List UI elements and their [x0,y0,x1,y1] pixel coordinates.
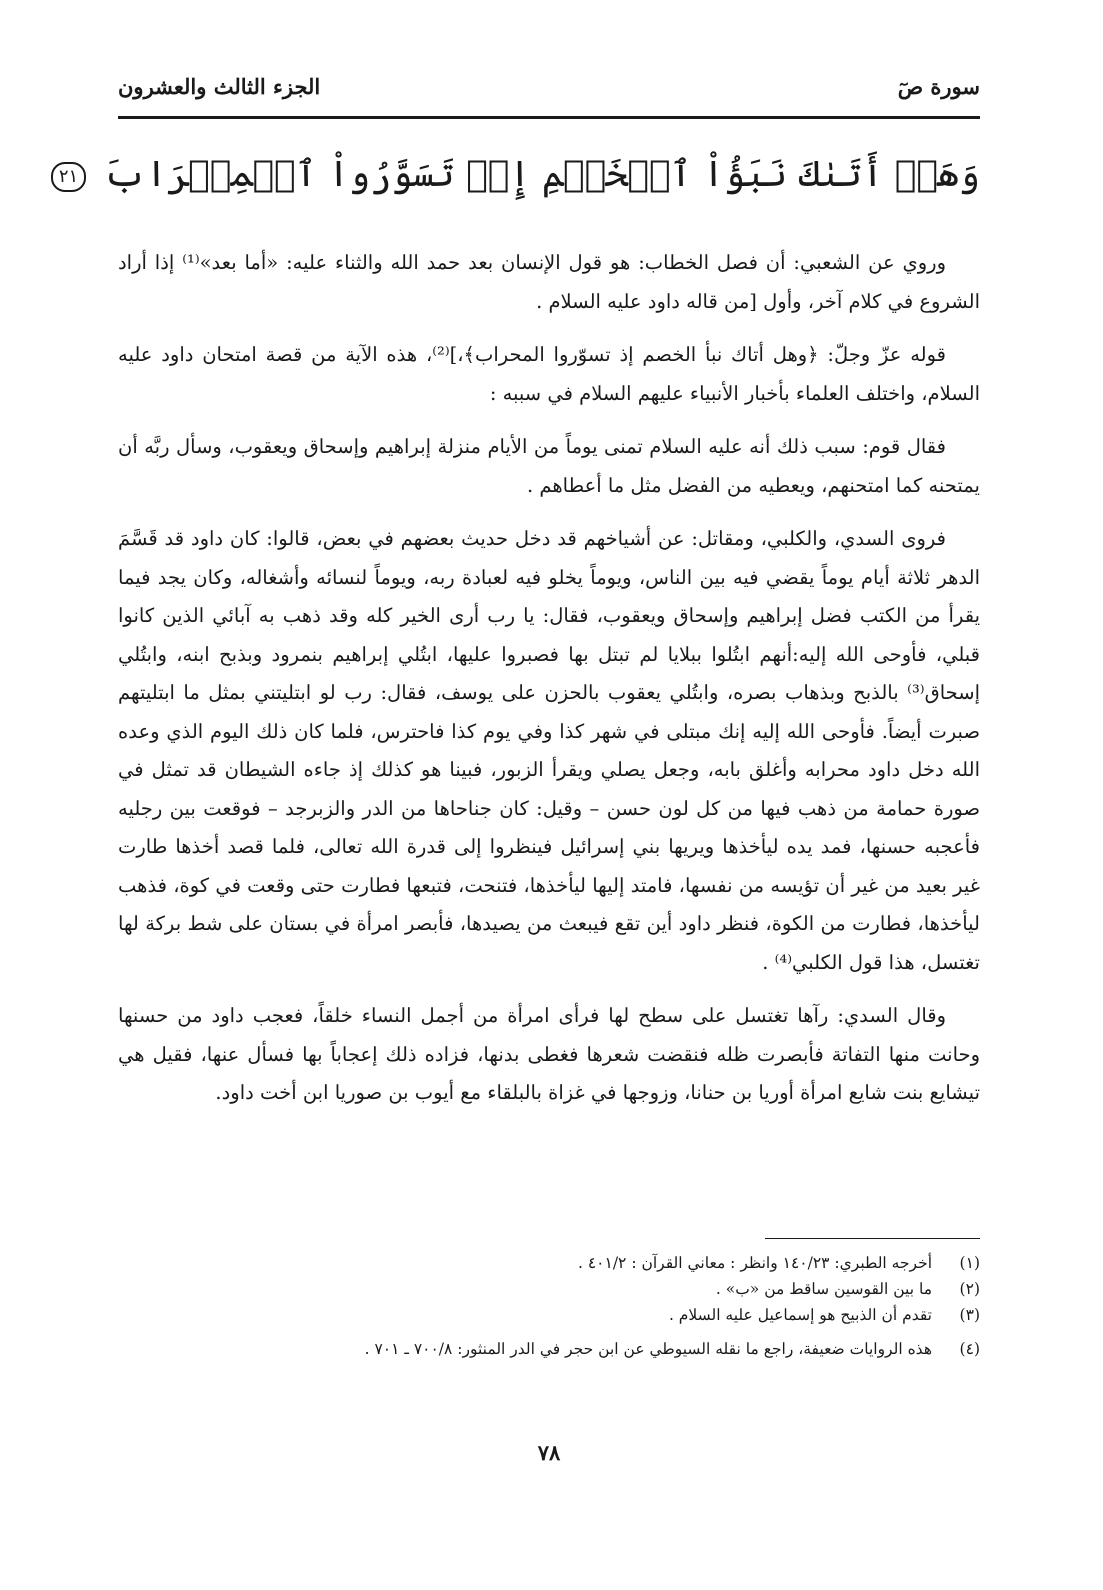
page-number: ٧٨ [537,1440,561,1465]
paragraph-5: وقال السدي: رآها تغتسل على سطح لها فرأى امرأة من أجمل النساء خلقاً، فعجب داود من حسنها وحانت منها التفاتة فأبصرت ظله فنقضت شعرها فغطى بدنها، فزاده ذلك إعجاباً بها فسأل عنها، فقيل هي تيشايع بنت شايع امرأة أوريا بن حنانا، وزوجها في غزاة بالبلقاء مع أيوب بن صوريا ابن أخت داود. [118,1004,980,1104]
footnote-text: تقدم أن الذبيح هو إسماعيل عليه السلام . [668,1306,932,1324]
footnote-rule [765,1238,980,1239]
footnote-number: (٢) [959,1280,980,1298]
footnote-number: (٤) [959,1340,980,1358]
quran-verse [58,140,980,210]
footnote-4 [118,1336,980,1362]
footnote-text: هذه الروايات ضعيفة، راجع ما نقله السيوطي عن ابن حجر في الدر المنثور: ٧٠٠/٨ ـ ٧٠١ . [364,1340,932,1358]
part-title: الجزء الثالث والعشرون [118,73,321,99]
header-rule [118,116,980,119]
footnote-2 [118,1276,980,1302]
paragraph-3: فقال قوم: سبب ذلك أنه عليه السلام تمنى يوماً من الأيام منزلة إبراهيم وإسحاق ويعقوب، وسأل ربَّه أن يمتحنه كما امتحنهم، ويعطيه من الفضل مثل ما أعطاهم . [118,435,980,497]
footnotes [118,1250,980,1362]
page-header [118,66,980,106]
footnote-number: (١) [959,1254,980,1272]
verse-number-marker: ٢١ [51,162,86,192]
footnote-text: أخرجه الطبري: ١٤٠/٢٣ وانظر : معاني القرآن : ٤٠١/٢ . [578,1254,932,1272]
footnote-1 [118,1250,980,1276]
surah-title: سورة صٓ [897,73,980,99]
paragraph-1: وروي عن الشعبي: أن فصل الخطاب: هو قول الإنسان بعد حمد الله والثناء عليه: «أما بعد»⁽¹⁾ إذا أراد الشروع في كلام آخر، وأول [من قاله داود عليه السلام . [118,251,980,313]
commentary-body [118,244,980,1128]
paragraph-2: قوله عزّ وجلّ: ﴿وهل أتاك نبأ الخصم إذ تسوّروا المحراب﴾،]⁽²⁾، هذه الآية من قصة امتحان داود عليه السلام، واختلف العلماء بأخبار الأنبياء عليهم السلام في سببه : [118,343,980,405]
paragraph-4: فروى السدي، والكلبي، ومقاتل: عن أشياخهم قد دخل حديث بعضهم في بعض، قالوا: كان داود قد قَسَّمَ الدهر ثلاثة أيام يوماً يقضي فيه بين الناس، ويوماً يخلو فيه لعبادة ربه، ويوماً لنسائه وأشغاله، وكان يجد فيما يقرأ من الكتب فضل إبراهيم وإسحاق ويعقوب، فقال: يا رب أرى الخير كله وقد ذهب به آبائي الذين كانوا قبلي، فأوحى الله إليه:أنهم ابتُلوا ببلايا لم تبتل بها فصبروا عليها، ابتُلي إبراهيم بنمرود وبذبح ابنه، وابتُلي إسحاق⁽³⁾ بالذبح وبذهاب بصره، وابتُلي يعقوب بالحزن على يوسف، فقال: رب لو ابتليتني بمثل ما ابتليتهم صبرت أيضاً. فأوحى الله إليه إنك مبتلى في شهر كذا وفي يوم كذا فاحترس، فلما كان ذلك اليوم الذي وعده الله دخل داود محرابه وأغلق بابه، وجعل يصلي ويقرأ الزبور، فبينا هو كذلك إذ جاءه الشيطان قد تمثل في صورة حمامة من ذهب فيها من كل لون حسن – وقيل: كان جناحاها من الدر والزبرجد – فوقعت بين رجليه فأعجبه حسنها، فمد يده ليأخذها ويريها بني إسرائيل فينظروا إلى قدرة الله تعالى، فلما قصد أخذها طارت غير بعيد من غير أن تؤيسه من نفسها، فامتد إليها ليأخذها، فتنحت، فتبعها فطارت حتى وقعت في كوة، فذهب ليأخذها، فطارت من الكوة، فنظر داود أين تقع فيبعث من يصيدها، فأبصر امرأة في بستان على شط بركة لها تغتسل، هذا قول الكلبي⁽⁴⁾ . [118,527,980,974]
verse-text: وَهَلۡ أَتَىٰكَ نَبَؤُاْ ٱلۡخَصۡمِ إِذۡ تَسَوَّرُواْ ٱلۡمِحۡرَابَ [103,154,980,195]
footnote-text: ما بين القوسين ساقط من «ب» . [715,1280,932,1298]
footnote-number: (٣) [959,1306,980,1324]
footnote-3 [118,1302,980,1328]
